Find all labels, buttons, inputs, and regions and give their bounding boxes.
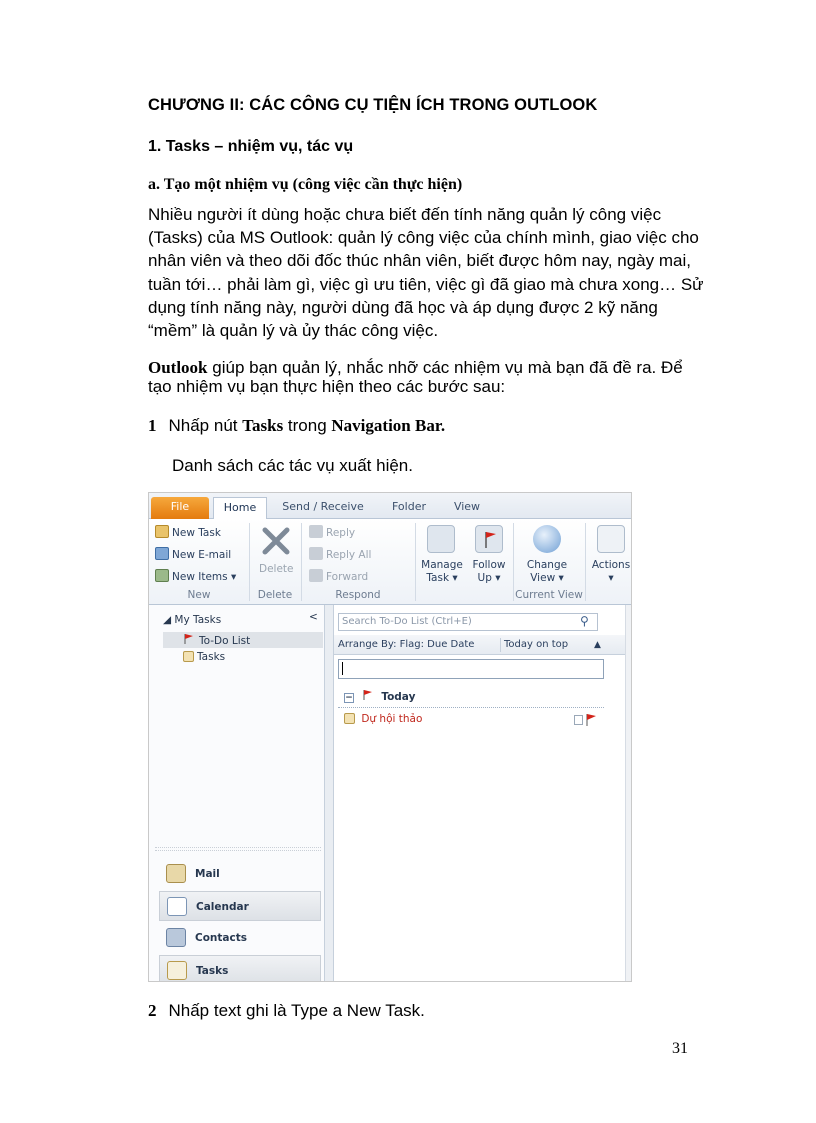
task-icon (344, 713, 355, 724)
new-task-icon (155, 525, 169, 538)
outlook-paragraph-rest: giúp bạn quản lý, nhắc nhỡ các nhiệm vụ mà bạn đã đề ra. Để tạo nhiệm vụ bạn thực hiện theo các bước sau: (148, 358, 683, 396)
new-items-button[interactable] (155, 569, 236, 583)
tab-file[interactable]: File (151, 497, 209, 519)
tab-home[interactable]: Home (213, 497, 267, 519)
step-1-tasks: Tasks (242, 416, 284, 435)
actions-arrow: ▾ (608, 572, 614, 584)
group-current-view: Current View (515, 589, 583, 601)
task-subject: Dự hội thảo (361, 713, 423, 725)
actions-label: Actions (591, 559, 631, 571)
intro-paragraph: Nhiều người ít dùng hoặc chưa biết đến tính năng quản lý công việc (Tasks) của MS Outlook: quản lý công việc của chính mình, giao việc cho nhân viên và theo dõi đốc thúc nhân viên, biết được hôm nay, ngày mai, tuần tới… phải làm gì, việc gì ưu tiên, việc gì đã giao mà chưa xong… Sử dụng tính năng này, người dùng đã học và áp dụng được 2 kỹ năng “mềm” là quản lý và ủy thác công việc. (148, 205, 704, 341)
subsection-heading: a. Tạo một nhiệm vụ (công việc cần thực hiện) (148, 176, 463, 193)
reply-all-label: Reply All (326, 549, 372, 561)
tab-view[interactable]: View (453, 500, 481, 513)
follow-up-button[interactable] (469, 559, 509, 585)
my-tasks-label: My Tasks (174, 614, 222, 626)
new-task-label: New Task (172, 527, 221, 539)
ribbon-separator (585, 523, 586, 601)
mail-label: Mail (195, 868, 220, 880)
group-divider (338, 707, 604, 708)
navigation-pane (149, 605, 325, 982)
change-view-icon (533, 525, 561, 553)
nav-item-tasks[interactable] (183, 651, 225, 663)
reply-label: Reply (326, 527, 356, 539)
nav-button-mail[interactable] (159, 859, 321, 889)
header-divider (500, 638, 501, 652)
new-email-button[interactable] (155, 547, 231, 561)
manage-task-button[interactable] (421, 559, 463, 585)
task-row[interactable] (344, 713, 422, 725)
task-icon (183, 651, 194, 662)
search-input[interactable]: Search To-Do List (Ctrl+E) (338, 613, 598, 631)
follow-up-label-2: Up ▾ (477, 572, 501, 584)
task-flag-icon[interactable] (584, 713, 598, 727)
type-new-task-field[interactable] (338, 659, 604, 679)
ribbon-separator (415, 523, 416, 601)
todo-list-label: To-Do List (199, 635, 251, 647)
outlook-bold: Outlook (148, 358, 208, 377)
change-view-button[interactable] (521, 559, 573, 585)
step-1-navbar: Navigation Bar. (331, 416, 446, 435)
manage-task-label-2: Task ▾ (426, 572, 458, 584)
collapse-nav-button[interactable]: < (309, 611, 318, 623)
pane-gap (325, 605, 333, 982)
delete-icon (261, 527, 289, 555)
step-1-result: Danh sách các tác vụ xuất hiện. (172, 456, 413, 475)
follow-up-label-1: Follow (472, 559, 506, 571)
nav-splitter[interactable] (155, 847, 321, 851)
task-checkbox[interactable] (574, 715, 583, 725)
actions-icon (597, 525, 625, 553)
group-delete: Delete (257, 589, 293, 601)
reply-all-icon (309, 547, 323, 560)
list-scrollbar[interactable] (625, 605, 632, 982)
nav-item-todo-list[interactable] (183, 633, 250, 647)
section-heading: 1. Tasks – nhiệm vụ, tác vụ (148, 138, 354, 155)
collapse-group-icon[interactable]: − (345, 693, 353, 703)
forward-icon (309, 569, 323, 582)
tab-folder[interactable]: Folder (392, 500, 426, 513)
today-on-top-label[interactable]: Today on top (504, 639, 569, 650)
manage-task-label-1: Manage (421, 559, 463, 571)
flag-icon (475, 525, 503, 553)
contacts-label: Contacts (195, 932, 247, 944)
tab-send-receive[interactable]: Send / Receive (282, 500, 364, 513)
delete-button[interactable]: Delete (259, 563, 294, 575)
nav-button-contacts[interactable] (159, 923, 321, 953)
new-items-label: New Items ▾ (172, 571, 237, 583)
chapter-heading: CHƯƠNG II: CÁC CÔNG CỤ TIỆN ÍCH TRONG OUTLOOK (148, 96, 598, 114)
step-1 (148, 416, 445, 436)
contacts-icon (166, 928, 186, 947)
flag-icon (183, 633, 195, 645)
forward-button[interactable] (309, 569, 368, 583)
nav-button-tasks[interactable] (159, 955, 321, 982)
my-tasks-header[interactable]: ◢ My Tasks (163, 614, 222, 626)
outlook-paragraph (148, 358, 708, 396)
reply-button[interactable] (309, 525, 355, 539)
arrange-by-label: Arrange By: Flag: Due Date (338, 639, 475, 650)
forward-label: Forward (326, 571, 369, 583)
todo-list-pane (333, 605, 625, 982)
text-cursor (342, 662, 343, 675)
page-number: 31 (672, 1040, 688, 1057)
step-1-pre: Nhấp nút (168, 416, 243, 435)
tasks-button-label: Tasks (196, 965, 229, 977)
group-today-label: Today (381, 691, 416, 703)
flag-icon (362, 689, 374, 701)
step-2-text: Nhấp text ghi là Type a New Task. (168, 1001, 425, 1020)
search-icon[interactable]: ⚲ (580, 614, 589, 628)
mail-icon (166, 864, 186, 883)
sort-arrow-icon[interactable]: ▲ (594, 640, 601, 650)
step-1-number: 1 (148, 416, 157, 435)
change-view-label-2: View ▾ (530, 572, 564, 584)
group-new: New (187, 589, 211, 601)
group-today[interactable] (344, 689, 415, 703)
new-task-button[interactable] (155, 525, 221, 539)
step-1-mid: trong (283, 416, 332, 435)
ribbon (149, 519, 632, 605)
new-items-icon (155, 569, 169, 582)
ribbon-tabs (149, 493, 632, 519)
step-2-number: 2 (148, 1001, 157, 1020)
reply-all-button[interactable] (309, 547, 371, 561)
new-email-label: New E-mail (172, 549, 232, 561)
tasks-check-icon (167, 961, 187, 980)
group-respond: Respond (335, 589, 381, 601)
outlook-screenshot (148, 492, 632, 982)
actions-button[interactable] (591, 559, 631, 585)
arrange-by-header[interactable] (334, 635, 626, 655)
calendar-label: Calendar (196, 901, 249, 913)
manage-task-icon (427, 525, 455, 553)
nav-button-calendar[interactable] (159, 891, 321, 921)
new-email-icon (155, 547, 169, 560)
step-2 (148, 1001, 425, 1021)
tasks-label: Tasks (197, 651, 226, 663)
change-view-label-1: Change (526, 559, 568, 571)
calendar-icon (167, 897, 187, 916)
reply-icon (309, 525, 323, 538)
